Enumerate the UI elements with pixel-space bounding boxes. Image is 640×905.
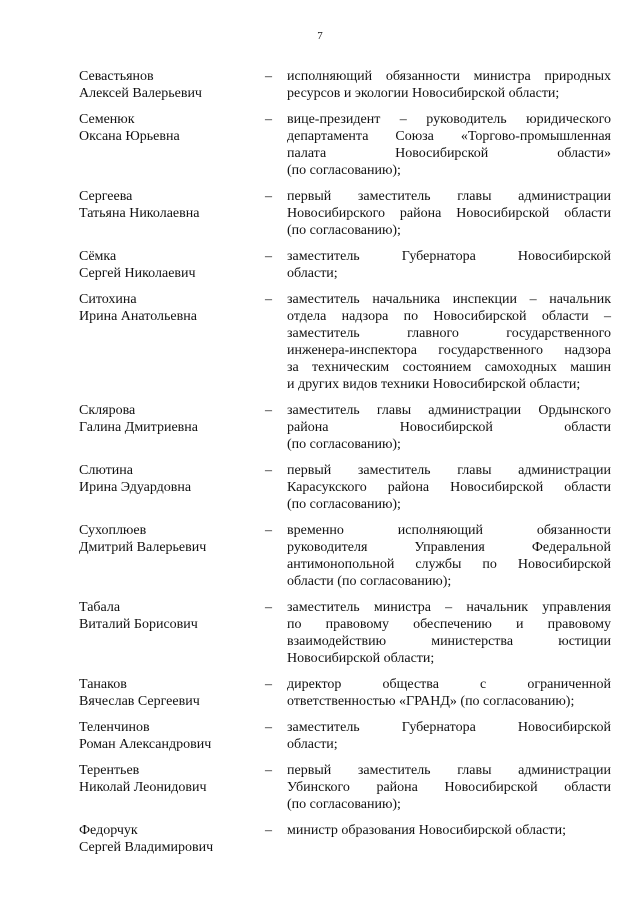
- dash-separator: –: [265, 463, 272, 478]
- surname: Терентьев: [79, 763, 140, 778]
- dash-separator: –: [265, 189, 272, 204]
- person-name: [79, 676, 265, 710]
- position-line: министр образования Новосибирской области;: [287, 823, 566, 838]
- given-name: Сергей Николаевич: [79, 266, 196, 281]
- position-line: инженера-инспектора государственного надзора: [287, 343, 611, 358]
- position-line: заместитель главного государственного: [287, 326, 611, 341]
- given-name: Ирина Анатольевна: [79, 309, 197, 324]
- position-line: ресурсов и экологии Новосибирской области;: [287, 86, 560, 101]
- position-line: вице-президент – руководитель юридического: [287, 112, 611, 127]
- list-item: [79, 676, 611, 710]
- surname: Севастьянов: [79, 69, 154, 84]
- given-name: Сергей Владимирович: [79, 840, 214, 855]
- position-line: временно исполняющий обязанности: [287, 523, 611, 538]
- dash-separator: –: [265, 600, 272, 615]
- given-name: Николай Леонидович: [79, 780, 207, 795]
- position-line: (по согласованию);: [287, 797, 401, 812]
- position-description: [287, 462, 611, 513]
- position-description: [287, 68, 611, 102]
- dash-separator: –: [265, 69, 272, 84]
- list-item: [79, 111, 611, 179]
- position-line: руководителя Управления Федеральной: [287, 540, 611, 555]
- position-line: взаимодействию министерства юстиции: [287, 634, 611, 649]
- position-line: района Новосибирской области: [287, 420, 611, 435]
- page-number: 7: [317, 30, 323, 42]
- dash-separator: –: [265, 292, 272, 307]
- position-line: директор общества с ограниченной: [287, 677, 611, 692]
- position-line: Убинского района Новосибирской области: [287, 780, 611, 795]
- list-item: [79, 248, 611, 282]
- surname: Ситохина: [79, 292, 137, 307]
- position-line: антимонопольной службы по Новосибирской: [287, 557, 611, 572]
- dash-separator: –: [265, 823, 272, 838]
- person-name: [79, 68, 265, 102]
- surname: Сёмка: [79, 249, 117, 264]
- given-name: Алексей Валерьевич: [79, 86, 202, 101]
- surname: Федорчук: [79, 823, 138, 838]
- surname: Семенюк: [79, 112, 135, 127]
- list-item: [79, 291, 611, 393]
- list-item: [79, 719, 611, 753]
- list-item: [79, 402, 611, 453]
- surname: Сухоплюев: [79, 523, 147, 538]
- position-line: заместитель главы администрации Ордынского: [287, 403, 611, 418]
- position-description: [287, 402, 611, 453]
- list-item: [79, 762, 611, 813]
- person-name: [79, 762, 265, 813]
- position-line: (по согласованию);: [287, 437, 401, 452]
- person-name: [79, 599, 265, 667]
- position-line: департамента Союза «Торгово-промышленная: [287, 129, 611, 144]
- person-name: [79, 522, 265, 590]
- person-name: [79, 291, 265, 393]
- surname: Склярова: [79, 403, 136, 418]
- position-line: первый заместитель главы администрации: [287, 763, 611, 778]
- given-name: Дмитрий Валерьевич: [79, 540, 207, 555]
- surname: Табала: [79, 600, 121, 615]
- position-line: за техническим состоянием самоходных машин: [287, 360, 611, 375]
- position-line: первый заместитель главы администрации: [287, 463, 611, 478]
- position-description: [287, 248, 611, 282]
- position-description: [287, 522, 611, 590]
- position-line: заместитель Губернатора Новосибирской: [287, 720, 611, 735]
- member-list: [79, 68, 611, 856]
- list-item: [79, 462, 611, 513]
- list-item: [79, 188, 611, 239]
- position-description: [287, 822, 611, 856]
- dash-separator: –: [265, 249, 272, 264]
- position-line: области (по согласованию);: [287, 574, 452, 589]
- person-name: [79, 719, 265, 753]
- position-line: области;: [287, 737, 338, 752]
- position-line: (по согласованию);: [287, 497, 401, 512]
- position-line: Новосибирского района Новосибирской области: [287, 206, 611, 221]
- position-description: [287, 719, 611, 753]
- dash-separator: –: [265, 720, 272, 735]
- position-description: [287, 599, 611, 667]
- position-line: (по согласованию);: [287, 223, 401, 238]
- list-item: [79, 599, 611, 667]
- person-name: [79, 111, 265, 179]
- position-description: [287, 188, 611, 239]
- position-description: [287, 111, 611, 179]
- given-name: Ирина Эдуардовна: [79, 480, 192, 495]
- given-name: Роман Александрович: [79, 737, 212, 752]
- dash-separator: –: [265, 523, 272, 538]
- position-line: палата Новосибирской области»: [287, 146, 611, 161]
- position-line: области;: [287, 266, 338, 281]
- person-name: [79, 402, 265, 453]
- position-line: отдела надзора по Новосибирской области –: [287, 309, 611, 324]
- position-description: [287, 676, 611, 710]
- position-description: [287, 291, 611, 393]
- person-name: [79, 248, 265, 282]
- list-item: [79, 822, 611, 856]
- position-line: исполняющий обязанности министра природных: [287, 69, 611, 84]
- position-line: (по согласованию);: [287, 163, 401, 178]
- surname: Сергеева: [79, 189, 133, 204]
- dash-separator: –: [265, 403, 272, 418]
- dash-separator: –: [265, 112, 272, 127]
- person-name: [79, 822, 265, 856]
- list-item: [79, 68, 611, 102]
- given-name: Оксана Юрьевна: [79, 129, 180, 144]
- person-name: [79, 462, 265, 513]
- surname: Танаков: [79, 677, 127, 692]
- position-line: Новосибирской области;: [287, 651, 435, 666]
- dash-separator: –: [265, 763, 272, 778]
- given-name: Виталий Борисович: [79, 617, 198, 632]
- person-name: [79, 188, 265, 239]
- given-name: Галина Дмитриевна: [79, 420, 198, 435]
- dash-separator: –: [265, 677, 272, 692]
- list-item: [79, 522, 611, 590]
- position-line: заместитель Губернатора Новосибирской: [287, 249, 611, 264]
- position-line: заместитель министра – начальник управления: [287, 600, 611, 615]
- given-name: Вячеслав Сергеевич: [79, 694, 200, 709]
- position-line: Карасукского района Новосибирской области: [287, 480, 611, 495]
- position-line: заместитель начальника инспекции – начальник: [287, 292, 611, 307]
- position-line: первый заместитель главы администрации: [287, 189, 611, 204]
- position-line: ответственностью «ГРАНД» (по согласованию);: [287, 694, 575, 709]
- given-name: Татьяна Николаевна: [79, 206, 200, 221]
- surname: Слютина: [79, 463, 133, 478]
- position-line: по правовому обеспечению и правовому: [287, 617, 611, 632]
- position-line: и других видов техники Новосибирской области;: [287, 377, 581, 392]
- surname: Теленчинов: [79, 720, 150, 735]
- position-description: [287, 762, 611, 813]
